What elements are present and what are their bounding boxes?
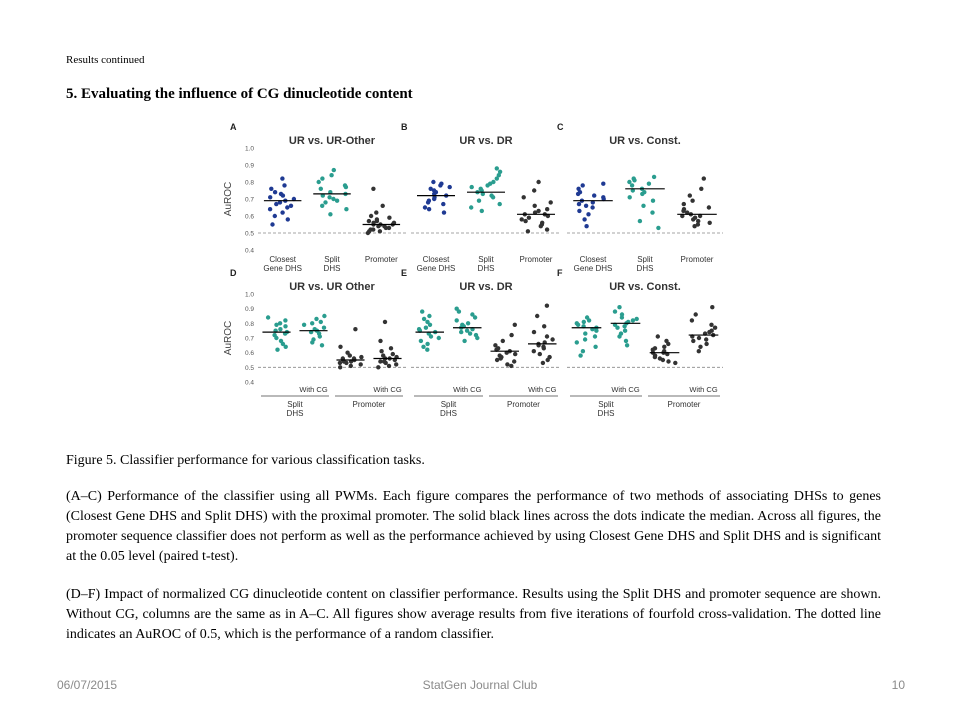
data-point (310, 321, 314, 325)
data-point (371, 227, 375, 231)
data-point (384, 361, 388, 365)
data-point (320, 176, 324, 180)
data-point (545, 304, 549, 308)
data-point (653, 355, 657, 359)
data-point (421, 345, 425, 349)
x-label-line2: DHS (477, 264, 495, 273)
data-point (709, 323, 713, 327)
y-tick-label: 0.9 (244, 162, 254, 170)
data-point (581, 349, 585, 353)
data-point (707, 205, 711, 209)
data-point (632, 178, 636, 182)
data-point (376, 365, 380, 369)
with-cg-label: With CG (689, 385, 718, 394)
data-point (509, 364, 513, 368)
data-point (586, 212, 590, 216)
data-point (366, 231, 370, 235)
data-point (278, 327, 282, 331)
data-point (682, 202, 686, 206)
data-point (317, 180, 321, 184)
x-label-line1: Closest (422, 255, 450, 264)
data-point (541, 361, 545, 365)
data-point (491, 195, 495, 199)
data-point (374, 210, 378, 214)
data-point (697, 349, 701, 353)
data-point (577, 209, 581, 213)
y-tick-label: 0.6 (244, 213, 254, 221)
data-point (455, 318, 459, 322)
data-point (590, 205, 594, 209)
y-tick-label: 0.8 (244, 179, 254, 187)
data-point (542, 346, 546, 350)
data-point (270, 222, 274, 226)
data-point (320, 204, 324, 208)
data-point (425, 342, 429, 346)
data-point (302, 323, 306, 327)
data-point (422, 317, 426, 321)
data-point (656, 334, 660, 338)
y-tick-label: 1.0 (244, 291, 254, 299)
data-point (431, 180, 435, 184)
caption-paragraph-a-c: (A–C) Performance of the classifier using all PWMs. Each figure compares the performance of two methods of associating DHSs to genes (Closest Gene DHS and Split DHS) with the proximal promoter. The solid black lines across the dots indicate the median. Across all figures, the promoter sequence classifier does not perform as well as the performance achieved by using Closest Gene DHS and Split DHS and is significant at the 0.05 level (paired t-test). (66, 489, 881, 564)
data-point (631, 318, 635, 322)
group-label-promoter: Promoter (507, 400, 540, 409)
data-point (327, 195, 331, 199)
data-point (688, 193, 692, 197)
data-point (283, 318, 287, 322)
data-point (424, 326, 428, 330)
data-point (692, 224, 696, 228)
data-point (284, 345, 288, 349)
data-point (469, 205, 473, 209)
data-point (617, 334, 621, 338)
y-tick-label: 1.0 (244, 145, 254, 153)
panel-letter-c: C (557, 122, 564, 132)
data-point (630, 183, 634, 187)
data-point (394, 362, 398, 366)
data-point (576, 323, 580, 327)
data-point (542, 324, 546, 328)
data-point (651, 199, 655, 203)
data-point (359, 362, 363, 366)
with-cg-label: With CG (453, 385, 482, 394)
y-tick-label: 0.7 (244, 196, 254, 204)
y-tick-label: 0.4 (244, 379, 254, 387)
slide-kicker: Results continued (66, 54, 145, 66)
data-point (344, 207, 348, 211)
x-label-line2: Gene DHS (573, 264, 613, 273)
data-point (274, 336, 278, 340)
data-point (387, 216, 391, 220)
data-point (546, 358, 550, 362)
data-point (550, 337, 554, 341)
data-point (423, 205, 427, 209)
panel-title-a: UR vs. UR-Other (288, 135, 376, 147)
data-point (283, 324, 287, 328)
data-point (466, 321, 470, 325)
x-label-line2: DHS (636, 264, 654, 273)
x-label-line1: Split (478, 255, 494, 264)
data-point (594, 329, 598, 333)
footer-date: 06/07/2015 (57, 678, 118, 692)
y-tick-label: 0.4 (244, 247, 254, 255)
data-point (475, 336, 479, 340)
data-point (545, 207, 549, 211)
data-point (273, 190, 277, 194)
x-label-line2: Gene DHS (416, 264, 456, 273)
panel-letter-f: F (557, 268, 563, 278)
figure-5-scatter-panels (223, 118, 726, 422)
panel-title-c: UR vs. Const. (609, 135, 681, 147)
data-point (699, 187, 703, 191)
data-point (666, 342, 670, 346)
data-point (485, 183, 489, 187)
data-point (708, 221, 712, 225)
figure-5 (223, 118, 726, 422)
group-label-split: Split (287, 400, 303, 409)
data-point (274, 323, 278, 327)
data-point (437, 336, 441, 340)
data-point (428, 323, 432, 327)
group-label-split: Split (440, 400, 457, 409)
data-point (335, 199, 339, 203)
data-point (581, 183, 585, 187)
data-point (628, 195, 632, 199)
x-label-line2: DHS (323, 264, 341, 273)
data-point (344, 185, 348, 189)
data-point (583, 337, 587, 341)
data-point (532, 330, 536, 334)
y-axis-label: AuROC (223, 181, 234, 217)
data-point (647, 182, 651, 186)
data-point (282, 183, 286, 187)
data-point (378, 339, 382, 343)
data-point (707, 330, 711, 334)
footer-title: StatGen Journal Club (422, 678, 538, 692)
data-point (319, 187, 323, 191)
data-point (268, 207, 272, 211)
data-point (532, 188, 536, 192)
data-point (526, 229, 530, 233)
data-point (622, 324, 626, 328)
data-point (432, 197, 436, 201)
data-point (280, 176, 284, 180)
data-point (635, 317, 639, 321)
with-cg-label: With CG (373, 385, 402, 394)
figure-caption-title: Figure 5. Classifier performance for various classification tasks. (66, 453, 425, 468)
data-point (538, 352, 542, 356)
data-point (462, 339, 466, 343)
data-point (286, 217, 290, 221)
data-point (536, 180, 540, 184)
data-point (535, 314, 539, 318)
with-cg-label: With CG (299, 385, 328, 394)
with-cg-label: With CG (528, 385, 557, 394)
data-point (702, 176, 706, 180)
data-point (673, 361, 677, 365)
data-point (513, 323, 517, 327)
panel-letter-b: B (401, 122, 408, 132)
data-point (384, 226, 388, 230)
data-point (269, 187, 273, 191)
data-point (322, 314, 326, 318)
y-axis-label: AuROC (223, 320, 234, 356)
data-point (427, 314, 431, 318)
data-point (266, 315, 270, 319)
data-point (533, 204, 537, 208)
data-point (371, 187, 375, 191)
data-point (429, 334, 433, 338)
panel-title-b: UR vs. DR (459, 135, 513, 147)
data-point (584, 224, 588, 228)
x-label-line1: Promoter (680, 255, 714, 264)
with-cg-label: With CG (611, 385, 640, 394)
data-point (473, 315, 477, 319)
panel-letter-a: A (230, 122, 237, 132)
x-label-line1: Closest (579, 255, 607, 264)
data-point (640, 192, 644, 196)
data-point (584, 204, 588, 208)
data-point (593, 334, 597, 338)
data-point (652, 175, 656, 179)
group-label-split: Split (598, 400, 614, 409)
data-point (389, 346, 393, 350)
data-point (448, 185, 452, 189)
data-point (387, 364, 391, 368)
data-point (613, 309, 617, 313)
x-label-line1: Promoter (519, 255, 553, 264)
data-point (690, 318, 694, 322)
data-point (338, 345, 342, 349)
data-point (438, 183, 442, 187)
data-point (539, 224, 543, 228)
data-point (625, 343, 629, 347)
data-point (480, 209, 484, 213)
x-label-line1: Closest (269, 255, 297, 264)
group-label-dhs: DHS (286, 409, 304, 418)
data-point (545, 334, 549, 338)
data-point (367, 219, 371, 223)
data-point (624, 339, 628, 343)
data-point (513, 352, 517, 356)
data-point (391, 352, 395, 356)
data-point (662, 345, 666, 349)
slide-heading: 5. Evaluating the influence of CG dinucleotide content (66, 86, 413, 102)
data-point (338, 361, 342, 365)
data-point (545, 227, 549, 231)
data-point (713, 326, 717, 330)
data-point (577, 202, 581, 206)
data-point (638, 219, 642, 223)
x-label-line1: Promoter (364, 255, 398, 264)
data-point (442, 210, 446, 214)
data-point (512, 359, 516, 363)
data-point (704, 342, 708, 346)
data-point (509, 333, 513, 337)
data-point (520, 217, 524, 221)
data-point (459, 330, 463, 334)
data-point (310, 340, 314, 344)
data-point (587, 318, 591, 322)
panel-letter-d: D (230, 268, 237, 278)
data-point (318, 334, 322, 338)
y-tick-label: 0.5 (244, 230, 254, 238)
x-label-line1: Split (324, 255, 340, 264)
data-point (383, 320, 387, 324)
data-point (281, 193, 285, 197)
data-point (617, 305, 621, 309)
data-point (698, 345, 702, 349)
data-point (329, 173, 333, 177)
data-point (522, 195, 526, 199)
y-tick-label: 0.7 (244, 335, 254, 343)
data-point (280, 210, 284, 214)
panel-letter-e: E (401, 268, 408, 278)
data-point (426, 200, 430, 204)
data-point (666, 359, 670, 363)
data-point (615, 326, 619, 330)
group-label-dhs: DHS (597, 409, 615, 418)
data-point (275, 348, 279, 352)
data-point (694, 312, 698, 316)
data-point (353, 327, 357, 331)
data-point (441, 202, 445, 206)
data-point (623, 329, 627, 333)
data-point (379, 349, 383, 353)
data-point (601, 182, 605, 186)
data-point (359, 355, 363, 359)
data-point (495, 166, 499, 170)
data-point (419, 339, 423, 343)
data-point (691, 339, 695, 343)
data-point (420, 309, 424, 313)
data-point (381, 204, 385, 208)
data-point (369, 214, 373, 218)
data-point (592, 193, 596, 197)
data-point (470, 185, 474, 189)
data-point (495, 358, 499, 362)
y-tick-label: 0.8 (244, 320, 254, 328)
panel-title-d: UR vs. UR Other (289, 281, 375, 293)
data-point (457, 309, 461, 313)
group-label-promoter: Promoter (667, 400, 701, 409)
caption-paragraph-d-f: (D–F) Impact of normalized CG dinucleotide content on classifier performance. Results using the Split DHS and promoter sequence are shown. Without CG, columns are the same as in A–C. All figures show average results from five iterations of fourfold cross-validation. The dotted line indicates an AuROC of 0.5, which is the performance of a random classifier. (66, 587, 881, 642)
data-point (348, 353, 352, 357)
data-point (477, 199, 481, 203)
data-point (583, 331, 587, 335)
data-point (575, 340, 579, 344)
group-label-promoter: Promoter (352, 400, 386, 409)
data-point (268, 195, 272, 199)
data-point (285, 205, 289, 209)
data-point (495, 176, 499, 180)
data-point (378, 229, 382, 233)
group-label-dhs: DHS (440, 409, 457, 418)
data-point (501, 339, 505, 343)
data-point (582, 320, 586, 324)
data-point (427, 207, 431, 211)
data-point (576, 192, 580, 196)
data-point (274, 202, 278, 206)
data-point (549, 200, 553, 204)
data-point (532, 349, 536, 353)
panel-title-e: UR vs. DR (459, 281, 513, 293)
data-point (661, 358, 665, 362)
data-point (697, 336, 701, 340)
x-label-line2: Gene DHS (263, 264, 303, 273)
data-point (320, 343, 324, 347)
data-point (710, 305, 714, 309)
data-point (690, 199, 694, 203)
data-point (468, 331, 472, 335)
data-point (314, 317, 318, 321)
data-point (704, 337, 708, 341)
data-point (322, 326, 326, 330)
data-point (344, 361, 348, 365)
data-point (498, 202, 502, 206)
data-point (691, 217, 695, 221)
data-point (319, 320, 323, 324)
data-point (582, 217, 586, 221)
y-tick-label: 0.9 (244, 306, 254, 314)
footer-page-number: 10 (891, 678, 905, 692)
data-point (523, 219, 527, 223)
data-point (323, 200, 327, 204)
data-point (273, 214, 277, 218)
data-point (425, 348, 429, 352)
data-point (332, 168, 336, 172)
data-point (578, 353, 582, 357)
data-point (650, 210, 654, 214)
data-point (349, 364, 353, 368)
data-point (656, 226, 660, 230)
data-point (641, 204, 645, 208)
data-point (328, 212, 332, 216)
data-point (593, 345, 597, 349)
data-point (527, 216, 531, 220)
y-tick-label: 0.5 (244, 364, 254, 372)
data-point (620, 315, 624, 319)
data-point (338, 365, 342, 369)
x-label-line1: Split (637, 255, 653, 264)
y-tick-label: 0.6 (244, 350, 254, 358)
data-point (505, 362, 509, 366)
panel-title-f: UR vs. Const. (609, 281, 681, 293)
